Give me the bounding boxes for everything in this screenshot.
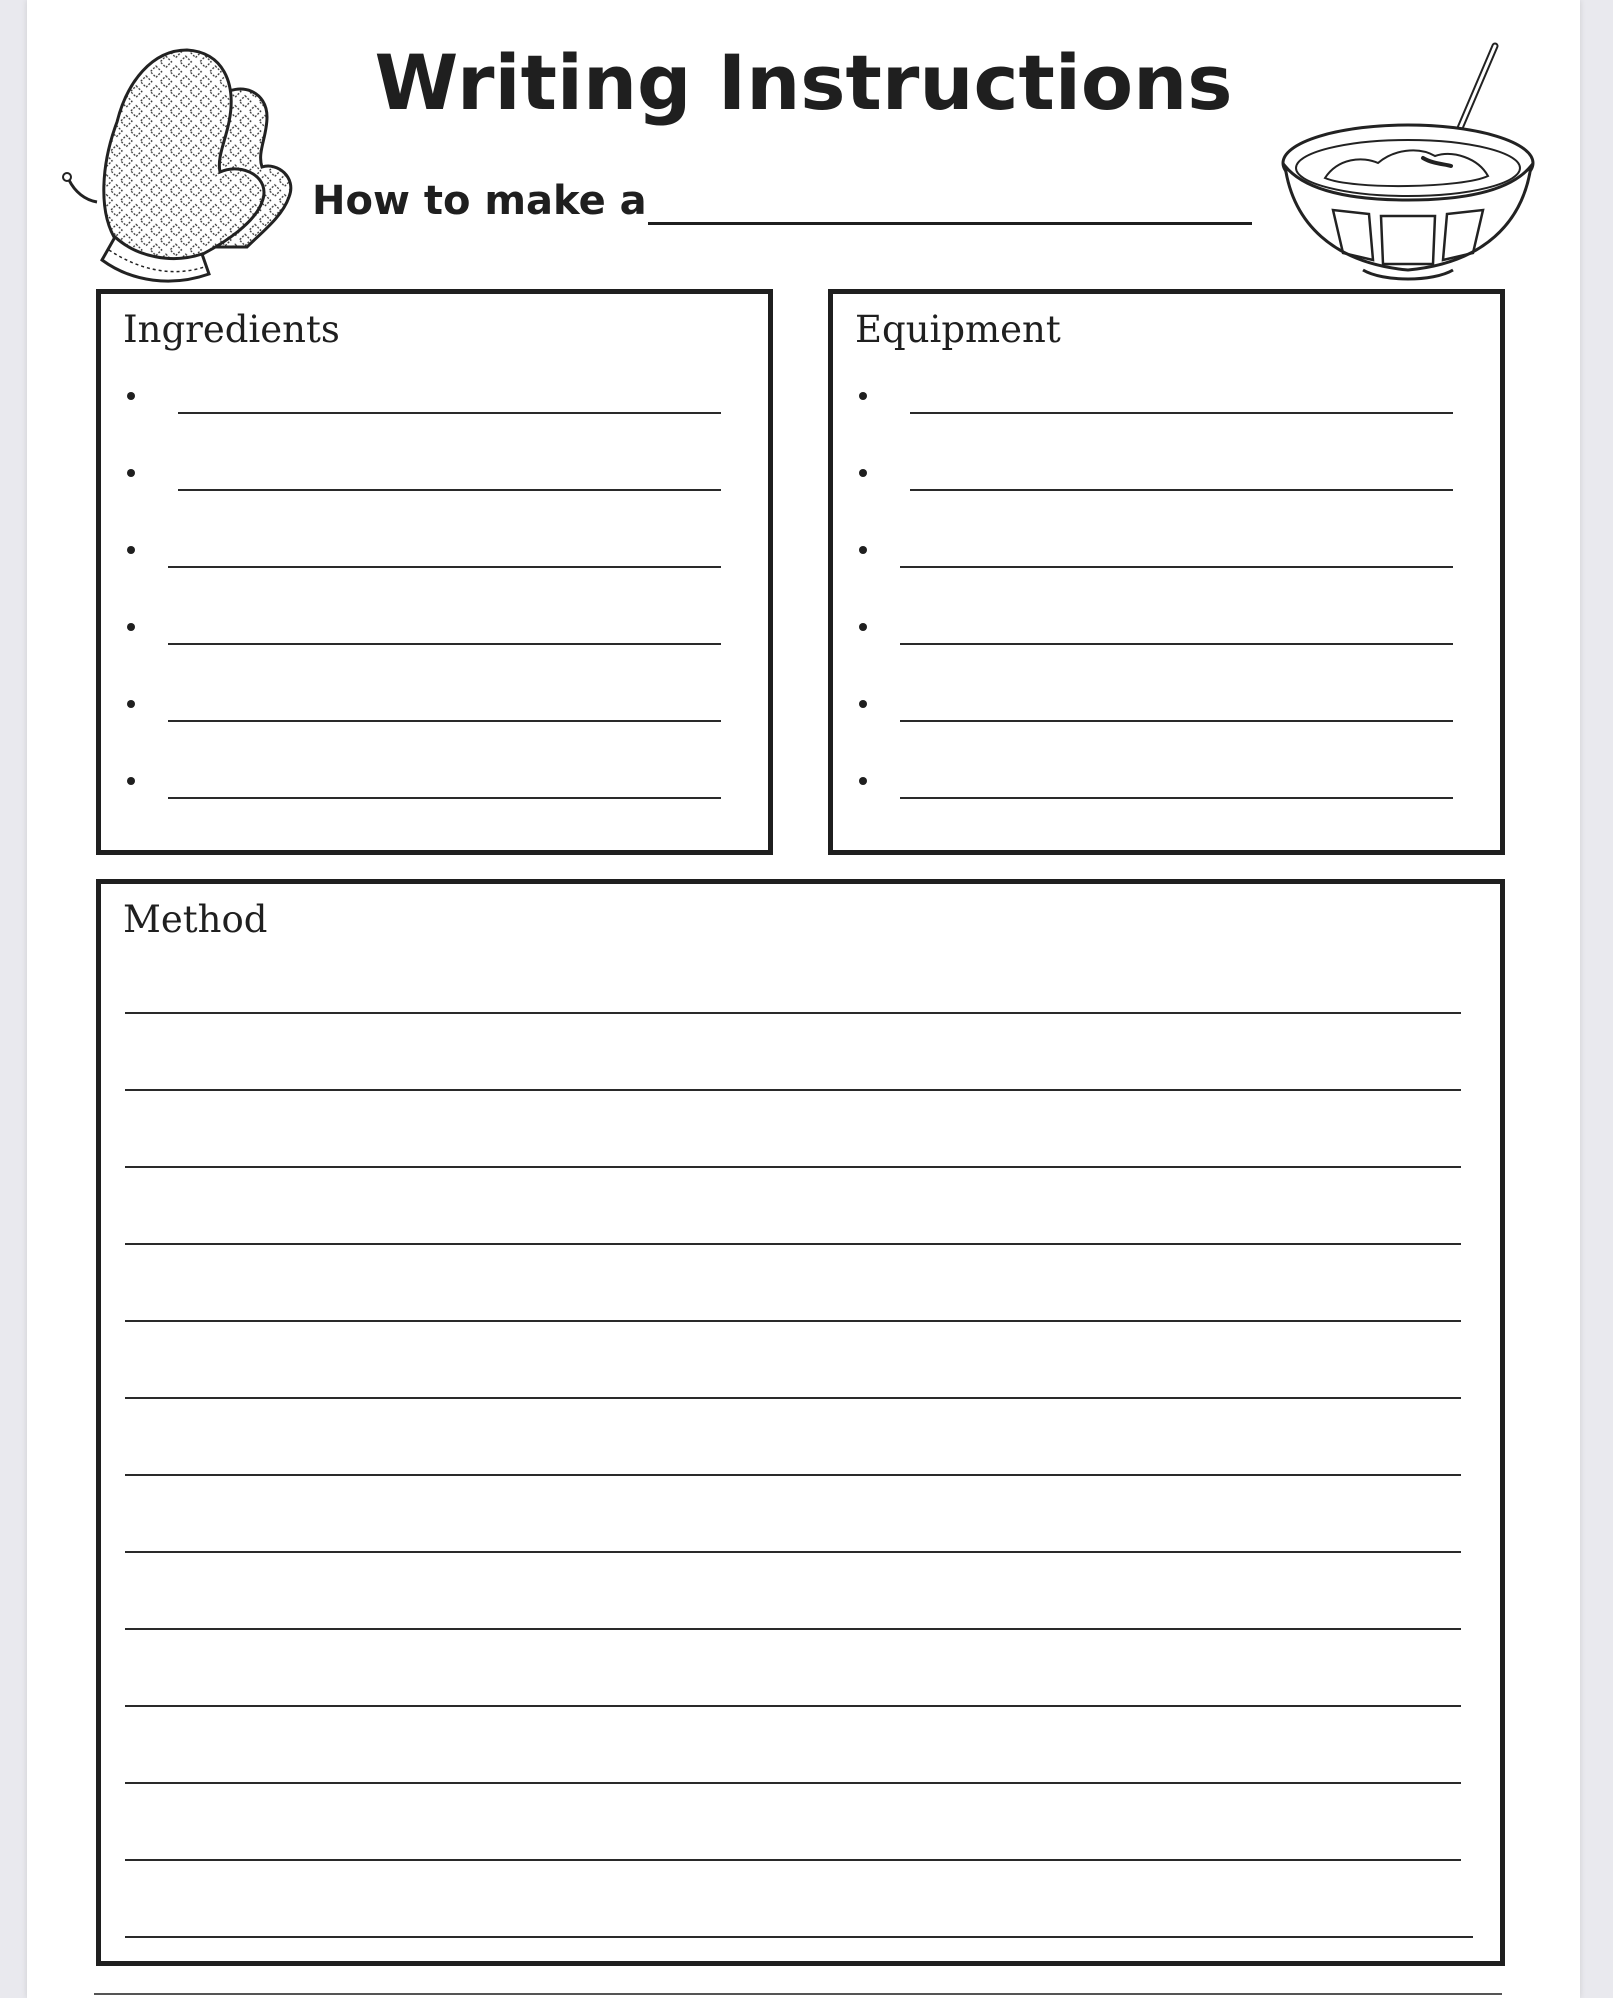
method-write-line[interactable] bbox=[125, 1551, 1461, 1553]
method-write-line[interactable] bbox=[125, 1859, 1461, 1861]
equipment-label: Equipment bbox=[855, 308, 1061, 351]
equipment-bullet bbox=[859, 777, 867, 785]
worksheet-title: Writing Instructions bbox=[374, 38, 1233, 127]
equipment-bullet bbox=[859, 546, 867, 554]
recipe-name-blank[interactable] bbox=[648, 222, 1252, 225]
method-write-line[interactable] bbox=[125, 1705, 1461, 1707]
equipment-bullet bbox=[859, 469, 867, 477]
method-write-line[interactable] bbox=[125, 1089, 1461, 1091]
ingredients-label: Ingredients bbox=[123, 308, 340, 351]
method-write-line[interactable] bbox=[125, 1166, 1461, 1168]
how-to-make-label: How to make a bbox=[312, 178, 647, 224]
ingredient-bullet bbox=[127, 392, 135, 400]
equipment-bullet bbox=[859, 623, 867, 631]
equipment-bullet bbox=[859, 700, 867, 708]
equipment-bullet bbox=[859, 392, 867, 400]
ingredient-write-line[interactable] bbox=[168, 797, 721, 799]
method-write-line[interactable] bbox=[125, 1782, 1461, 1784]
equipment-write-line[interactable] bbox=[900, 566, 1453, 568]
ingredient-write-line[interactable] bbox=[178, 489, 721, 491]
ingredient-bullet bbox=[127, 469, 135, 477]
method-write-line[interactable] bbox=[125, 1320, 1461, 1322]
equipment-write-line[interactable] bbox=[910, 412, 1453, 414]
worksheet-page bbox=[27, 0, 1580, 1998]
method-write-line[interactable] bbox=[125, 1936, 1473, 1938]
ingredient-bullet bbox=[127, 623, 135, 631]
page-bottom-divider bbox=[94, 1993, 1502, 1995]
ingredients-box bbox=[96, 289, 773, 855]
method-box bbox=[96, 879, 1505, 1966]
equipment-box bbox=[828, 289, 1505, 855]
method-write-line[interactable] bbox=[125, 1397, 1461, 1399]
ingredient-write-line[interactable] bbox=[168, 720, 721, 722]
method-write-line[interactable] bbox=[125, 1628, 1461, 1630]
ingredient-bullet bbox=[127, 700, 135, 708]
equipment-write-line[interactable] bbox=[910, 489, 1453, 491]
ingredient-write-line[interactable] bbox=[168, 566, 721, 568]
method-write-line[interactable] bbox=[125, 1243, 1461, 1245]
ingredient-write-line[interactable] bbox=[168, 643, 721, 645]
ingredient-bullet bbox=[127, 546, 135, 554]
method-write-line[interactable] bbox=[125, 1012, 1461, 1014]
equipment-write-line[interactable] bbox=[900, 720, 1453, 722]
method-write-line[interactable] bbox=[125, 1474, 1461, 1476]
equipment-write-line[interactable] bbox=[900, 797, 1453, 799]
ingredient-write-line[interactable] bbox=[178, 412, 721, 414]
method-label: Method bbox=[123, 898, 268, 941]
ingredient-bullet bbox=[127, 777, 135, 785]
equipment-write-line[interactable] bbox=[900, 643, 1453, 645]
